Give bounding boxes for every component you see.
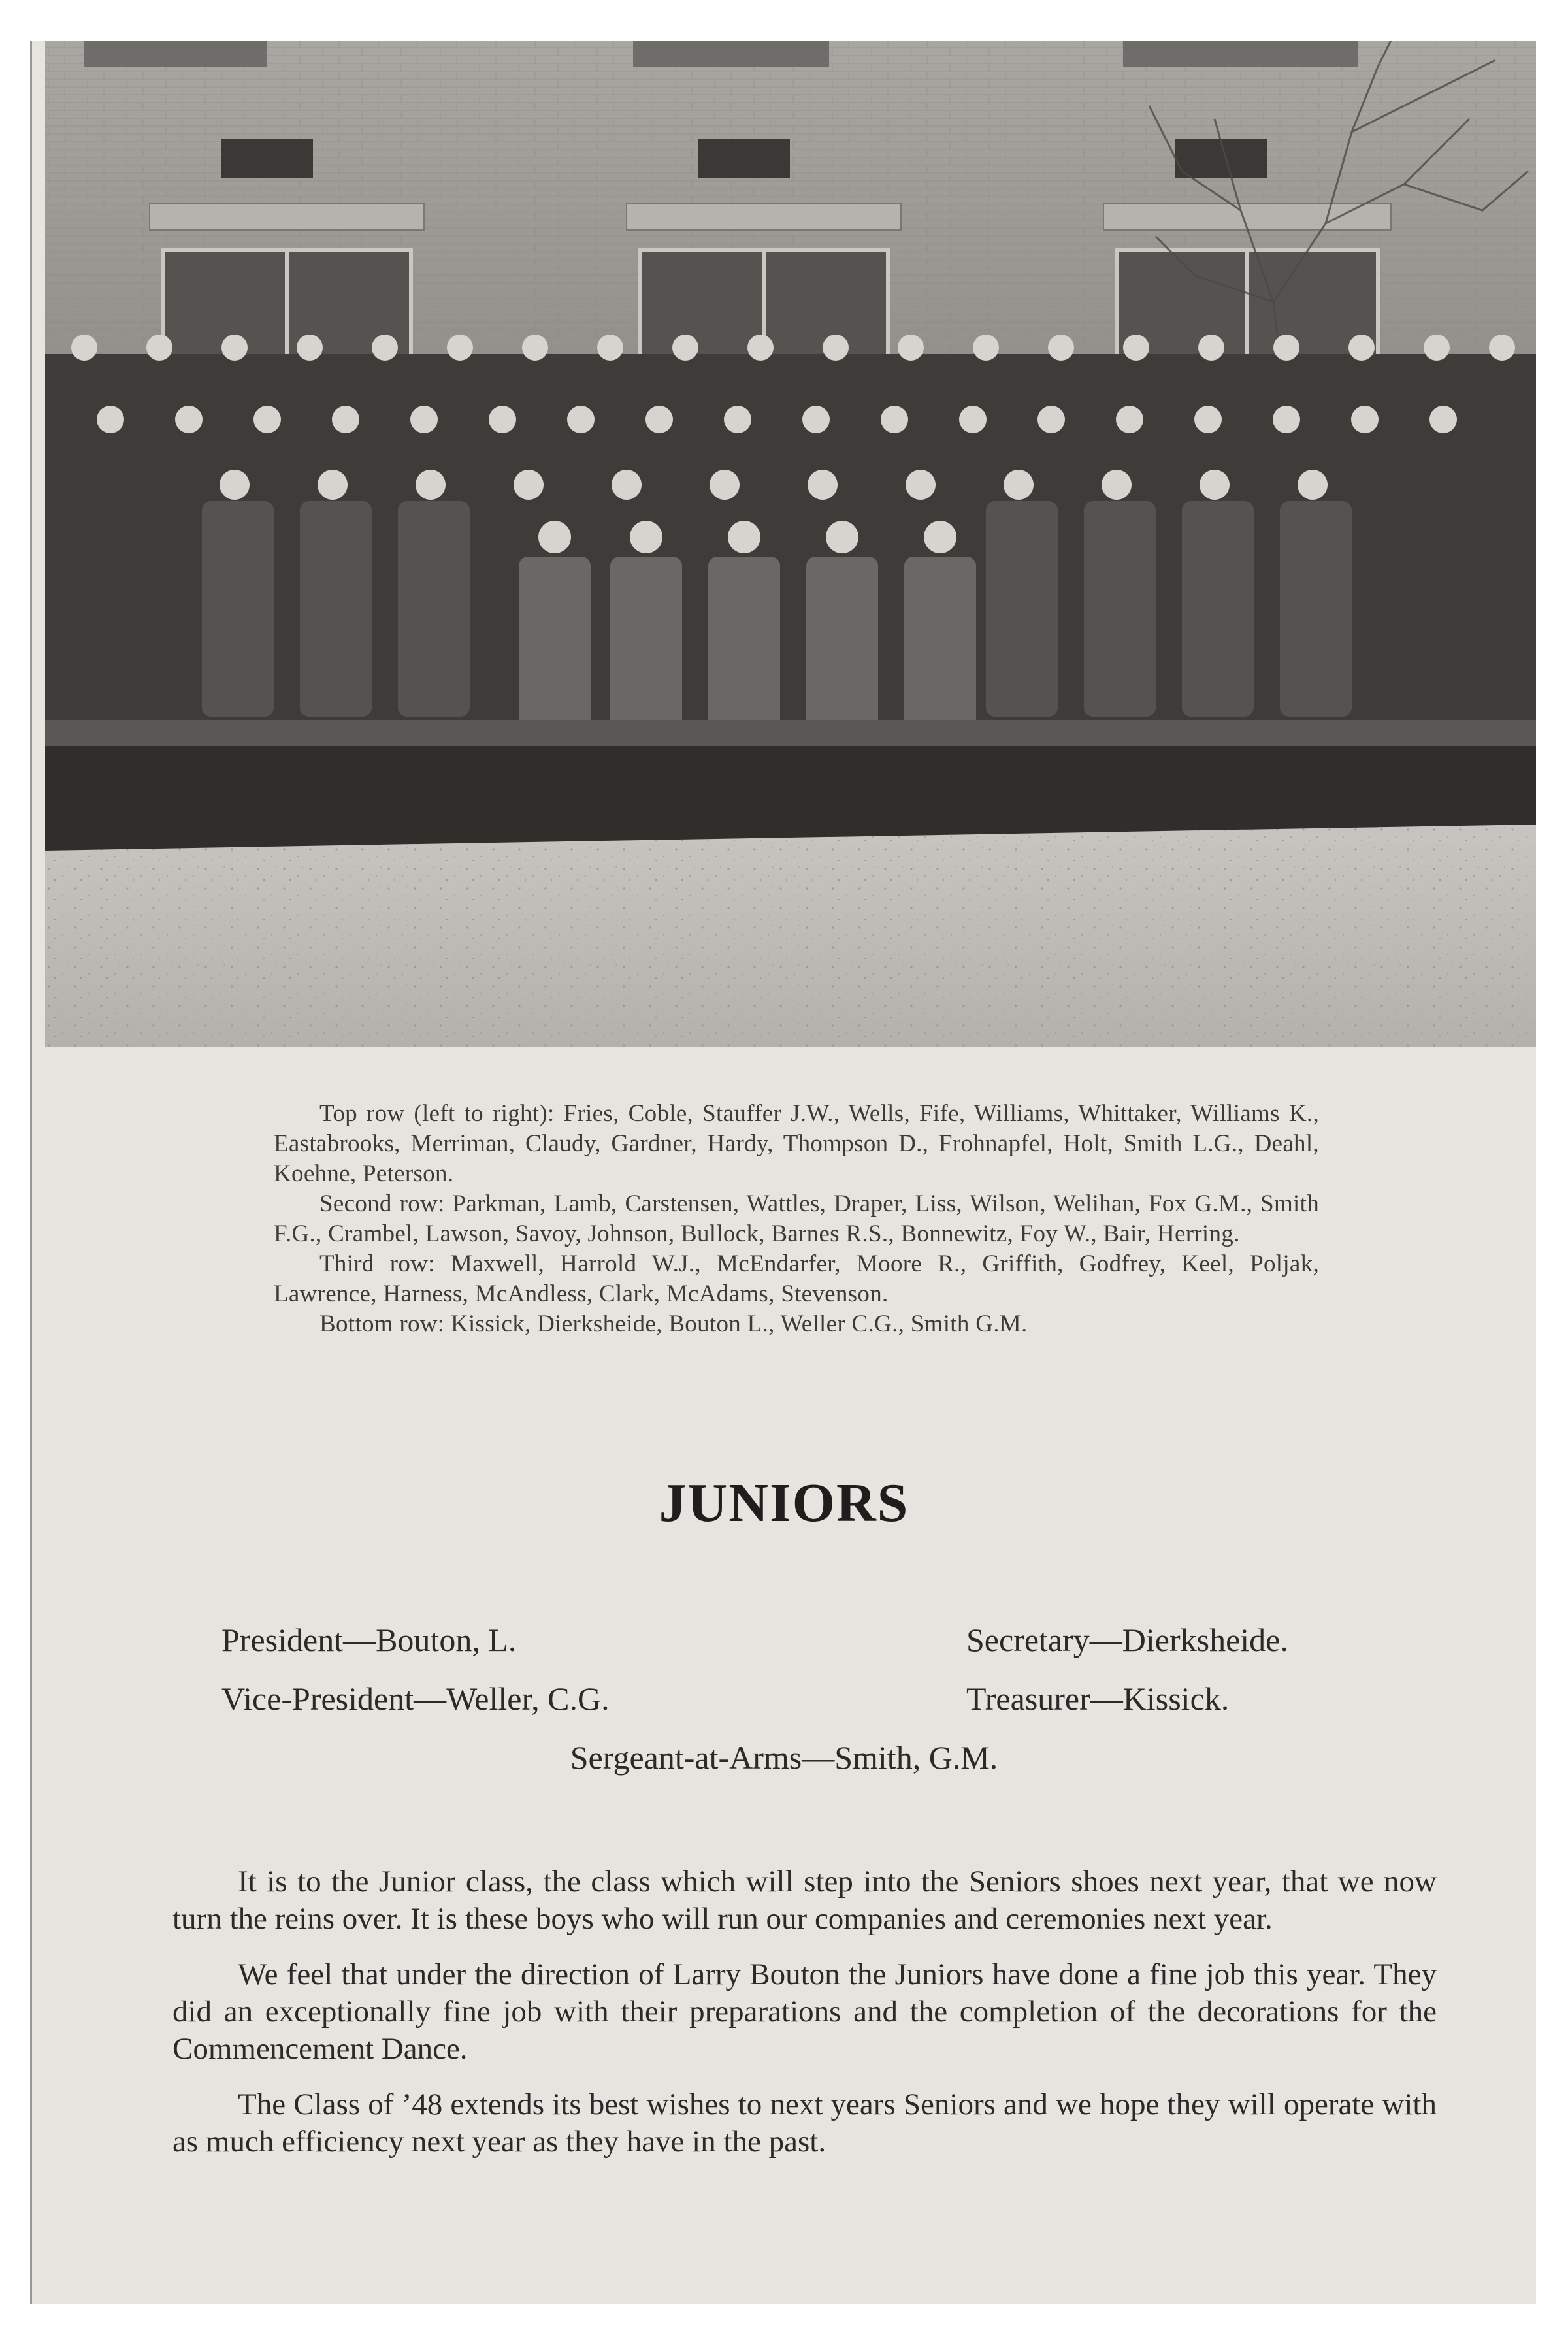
page-title: JUNIORS bbox=[659, 1473, 909, 1533]
caption-bottom-row: Bottom row: Kissick, Dierksheide, Bouton L., Weller C.G., Smith G.M. bbox=[319, 1311, 1028, 1337]
body-paragraph-1: It is to the Junior class, the class which will step into the Seniors shoes next year, that we now turn the reins over. It is these boys who will run our companies and ceremonies next year. bbox=[172, 1865, 1437, 1936]
officer-secretary: Secretary—Dierksheide. bbox=[966, 1622, 1288, 1658]
body-text bbox=[172, 1863, 1437, 2179]
caption-second-row: Second row: Parkman, Lamb, Carstensen, Wattles, Draper, Liss, Wilson, Welihan, Fox G.M., Smith F.G., Crambel, Lawson, Savoy, Johnson, Bullock, Barnes R.S., Bonnewitz, Foy W., Bair, Herring. bbox=[274, 1190, 1319, 1247]
caption-third-row: Third row: Maxwell, Harrold W.J., McEndarfer, Moore R., Griffith, Godfrey, Keel, Poljak, Lawrence, Harness, McAndless, Clark, McAdams, Stevenson. bbox=[274, 1250, 1319, 1307]
officer-vice-president: Vice-President—Weller, C.G. bbox=[221, 1680, 610, 1717]
officer-treasurer: Treasurer—Kissick. bbox=[966, 1680, 1230, 1717]
yearbook-page bbox=[30, 41, 1536, 2304]
officer-president: President—Bouton, L. bbox=[221, 1622, 517, 1658]
caption-top-row: Top row (left to right): Fries, Coble, Stauffer J.W., Wells, Fife, Williams, Whittaker, Williams K., Eastabrooks, Merriman, Claudy, Gardner, Hardy, Thompson D., Frohnapfel, Holt, Smith L.G., Deahl, Koehne, Peterson. bbox=[274, 1100, 1319, 1187]
body-paragraph-3: The Class of ’48 extends its best wishes to next years Seniors and we hope they will operate with as much efficiency next year as they have in the past. bbox=[172, 2087, 1437, 2159]
officer-sergeant-at-arms: Sergeant-at-Arms—Smith, G.M. bbox=[570, 1739, 998, 1776]
body-paragraph-2: We feel that under the direction of Larry Bouton the Juniors have done a fine job this year. They did an exceptionally fine job with their preparations and the completion of the decorations for the Commencement Dance. bbox=[172, 1957, 1437, 2066]
photo-caption bbox=[274, 1099, 1319, 1339]
class-group-photo bbox=[45, 41, 1536, 1047]
